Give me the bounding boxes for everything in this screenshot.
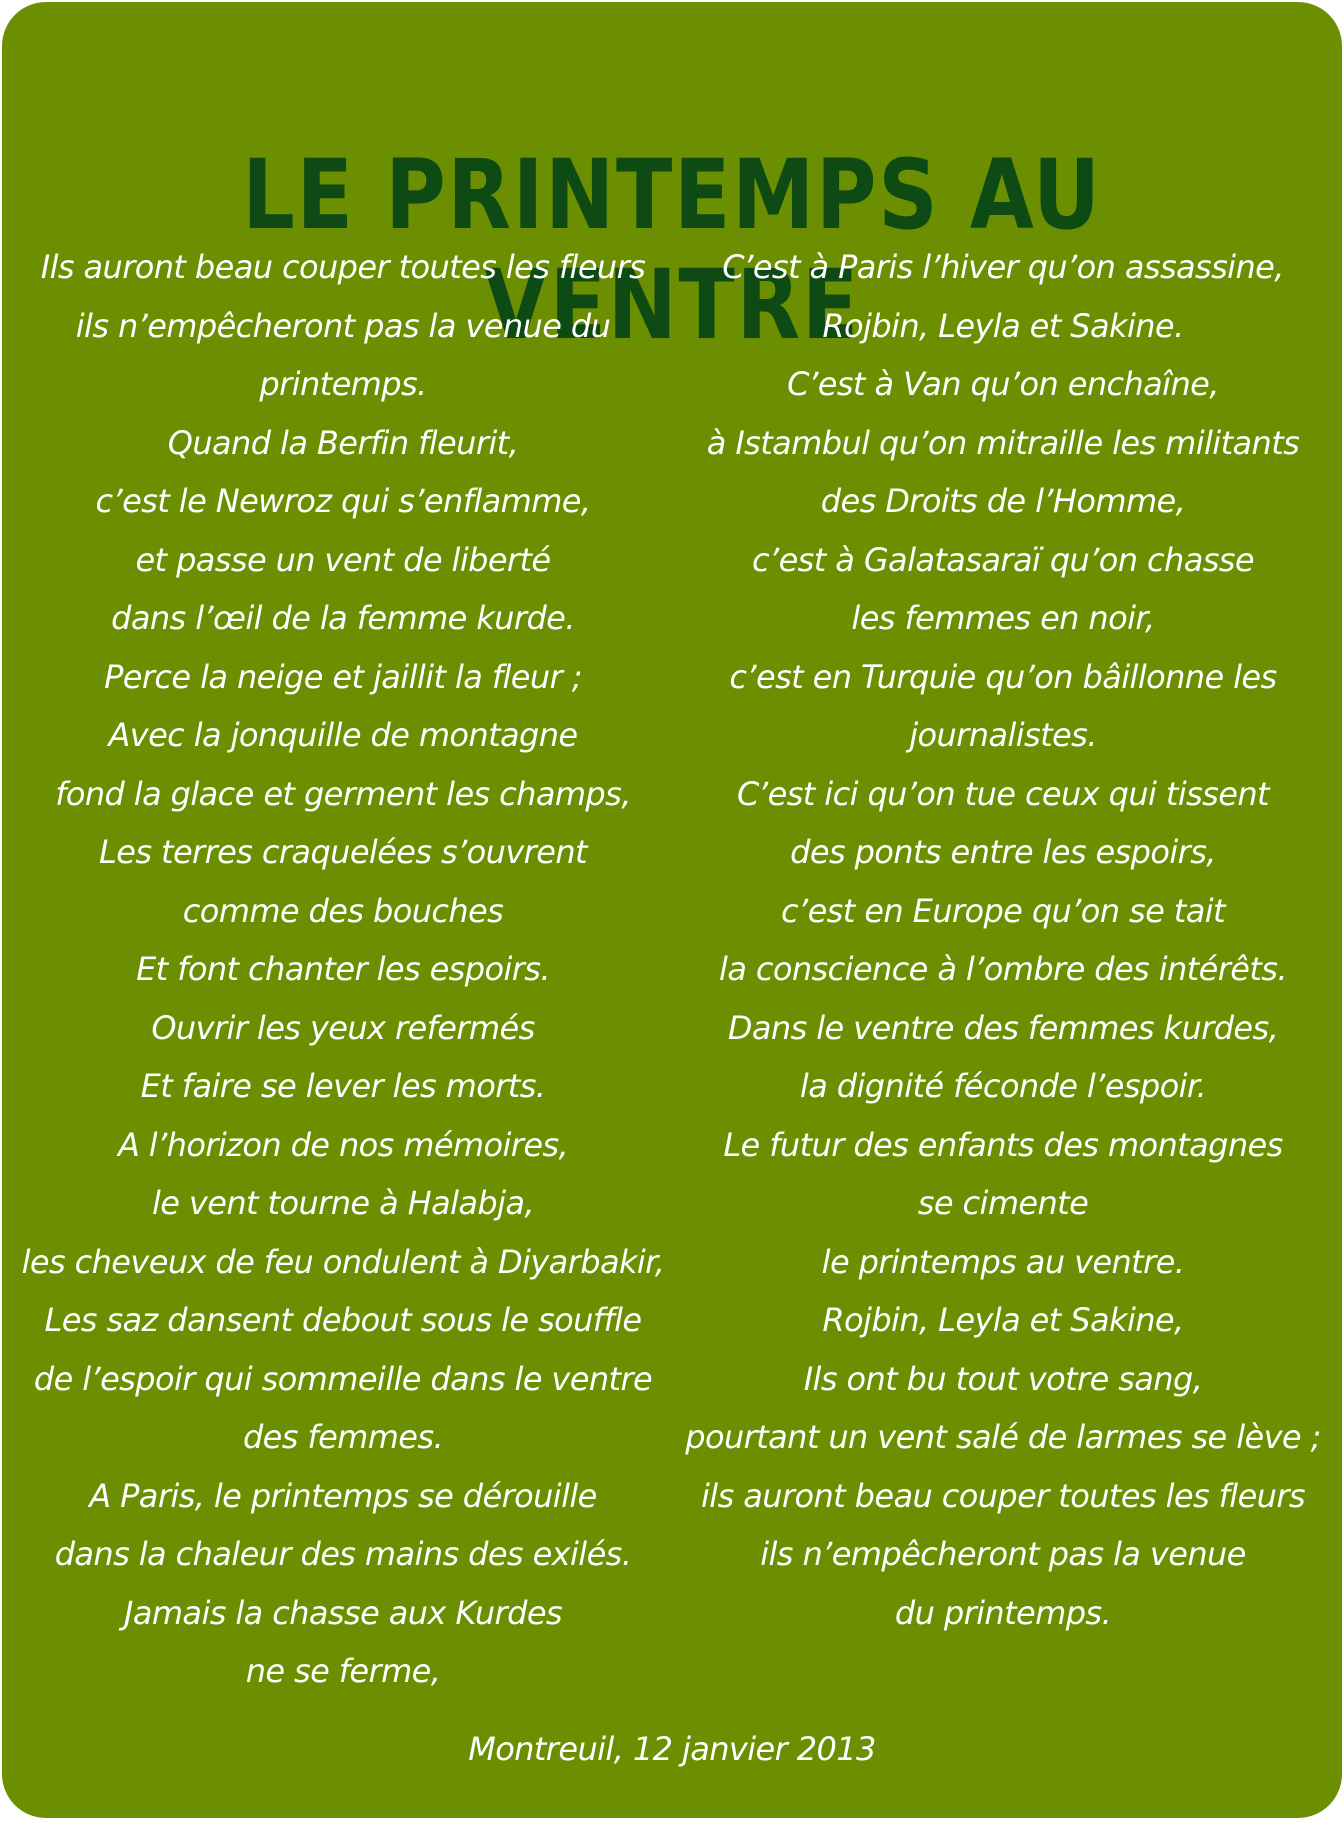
poem-line: Jamais la chasse aux Kurdes: [124, 1593, 562, 1632]
poem-line: de l’espoir qui sommeille dans le ventre: [33, 1359, 653, 1398]
poem-line: Rojbin, Leyla et Sakine.: [822, 306, 1184, 345]
poem-line: la conscience à l’ombre des intérêts.: [719, 950, 1287, 988]
poem-line: le printemps au ventre.: [821, 1242, 1185, 1281]
poem-title: LE PRINTEMPS AU VENTRE: [242, 139, 1102, 362]
poem-line: ne se ferme,: [245, 1652, 441, 1690]
poem-line: Quand la Berfin fleurit,: [167, 423, 519, 462]
poem-line: c’est en Europe qu’on se tait: [781, 891, 1225, 930]
poem-line: à Istambul qu’on mitraille les militants: [706, 423, 1300, 462]
poem-line: Rojbin, Leyla et Sakine,: [822, 1301, 1184, 1339]
poem-line: Ouvrir les yeux refermés: [151, 1008, 535, 1047]
poem-line: Perce la neige et jaillit la fleur ;: [104, 657, 582, 696]
poem-line: c’est en Turquie qu’on bâillonne les: [729, 657, 1277, 696]
poem-line: fond la glace et germent les champs,: [55, 774, 631, 813]
poem-line: ils n’empêcheront pas la venue: [760, 1535, 1246, 1573]
poem-line: Ils ont bu tout votre sang,: [803, 1359, 1203, 1398]
poem-line: la dignité féconde l’espoir.: [799, 1067, 1207, 1105]
poem-line: printemps.: [259, 365, 427, 403]
poem-right-column: [680, 238, 1326, 1642]
poem-line: Les saz dansent debout sous le souffle: [44, 1301, 642, 1339]
poem-line: ils auront beau couper toutes les fleurs: [701, 1476, 1305, 1515]
poem-line: les femmes en noir,: [851, 599, 1155, 637]
poem-line: dans la chaleur des mains des exilés.: [54, 1535, 632, 1573]
poem-line: du printemps.: [894, 1593, 1112, 1632]
poem-line: C’est ici qu’on tue ceux qui tissent: [737, 774, 1269, 813]
poem-line: pourtant un vent salé de larmes se lève ;: [685, 1418, 1321, 1456]
poem-line: Le futur des enfants des montagnes: [723, 1125, 1283, 1164]
poem-line: c’est le Newroz qui s’enflamme,: [95, 482, 591, 520]
poem-line: les cheveux de feu ondulent à Diyarbakir,: [21, 1242, 665, 1281]
poem-line: Dans le ventre des femmes kurdes,: [727, 1008, 1279, 1047]
poem-line: journalistes.: [909, 716, 1097, 754]
poem-line: c’est à Galatasaraï qu’on chasse: [752, 540, 1254, 579]
poem-line: Avec la jonquille de montagne: [108, 716, 578, 754]
poem-line: se cimente: [917, 1184, 1089, 1222]
poem-line: Les terres craquelées s’ouvrent: [99, 833, 587, 871]
poem-line: Et font chanter les espoirs.: [136, 950, 550, 988]
poem-line: des femmes.: [242, 1418, 444, 1456]
poem-line: Et faire se lever les morts.: [140, 1067, 546, 1105]
poem-left-column: [20, 238, 666, 1701]
poem-line: C’est à Van qu’on enchaîne,: [787, 365, 1219, 403]
poem-line: C’est à Paris l’hiver qu’on assassine,: [722, 248, 1284, 286]
poem-line: Ils auront beau couper toutes les fleurs: [40, 248, 646, 286]
poem-line: dans l’œil de la femme kurde.: [111, 599, 575, 637]
poem-line: des Droits de l’Homme,: [820, 482, 1186, 520]
poem-line: comme des bouches: [182, 891, 504, 930]
poem-line: A l’horizon de nos mémoires,: [117, 1125, 569, 1164]
poem-line: le vent tourne à Halabja,: [151, 1184, 535, 1222]
poem-line: et passe un vent de liberté: [135, 540, 551, 579]
poem-signature: Montreuil, 12 janvier 2013: [468, 1730, 876, 1768]
poem-line: ils n’empêcheront pas la venue du: [75, 306, 611, 345]
poem-line: A Paris, le printemps se dérouille: [89, 1476, 597, 1515]
poem-line: des ponts entre les espoirs,: [790, 833, 1216, 871]
